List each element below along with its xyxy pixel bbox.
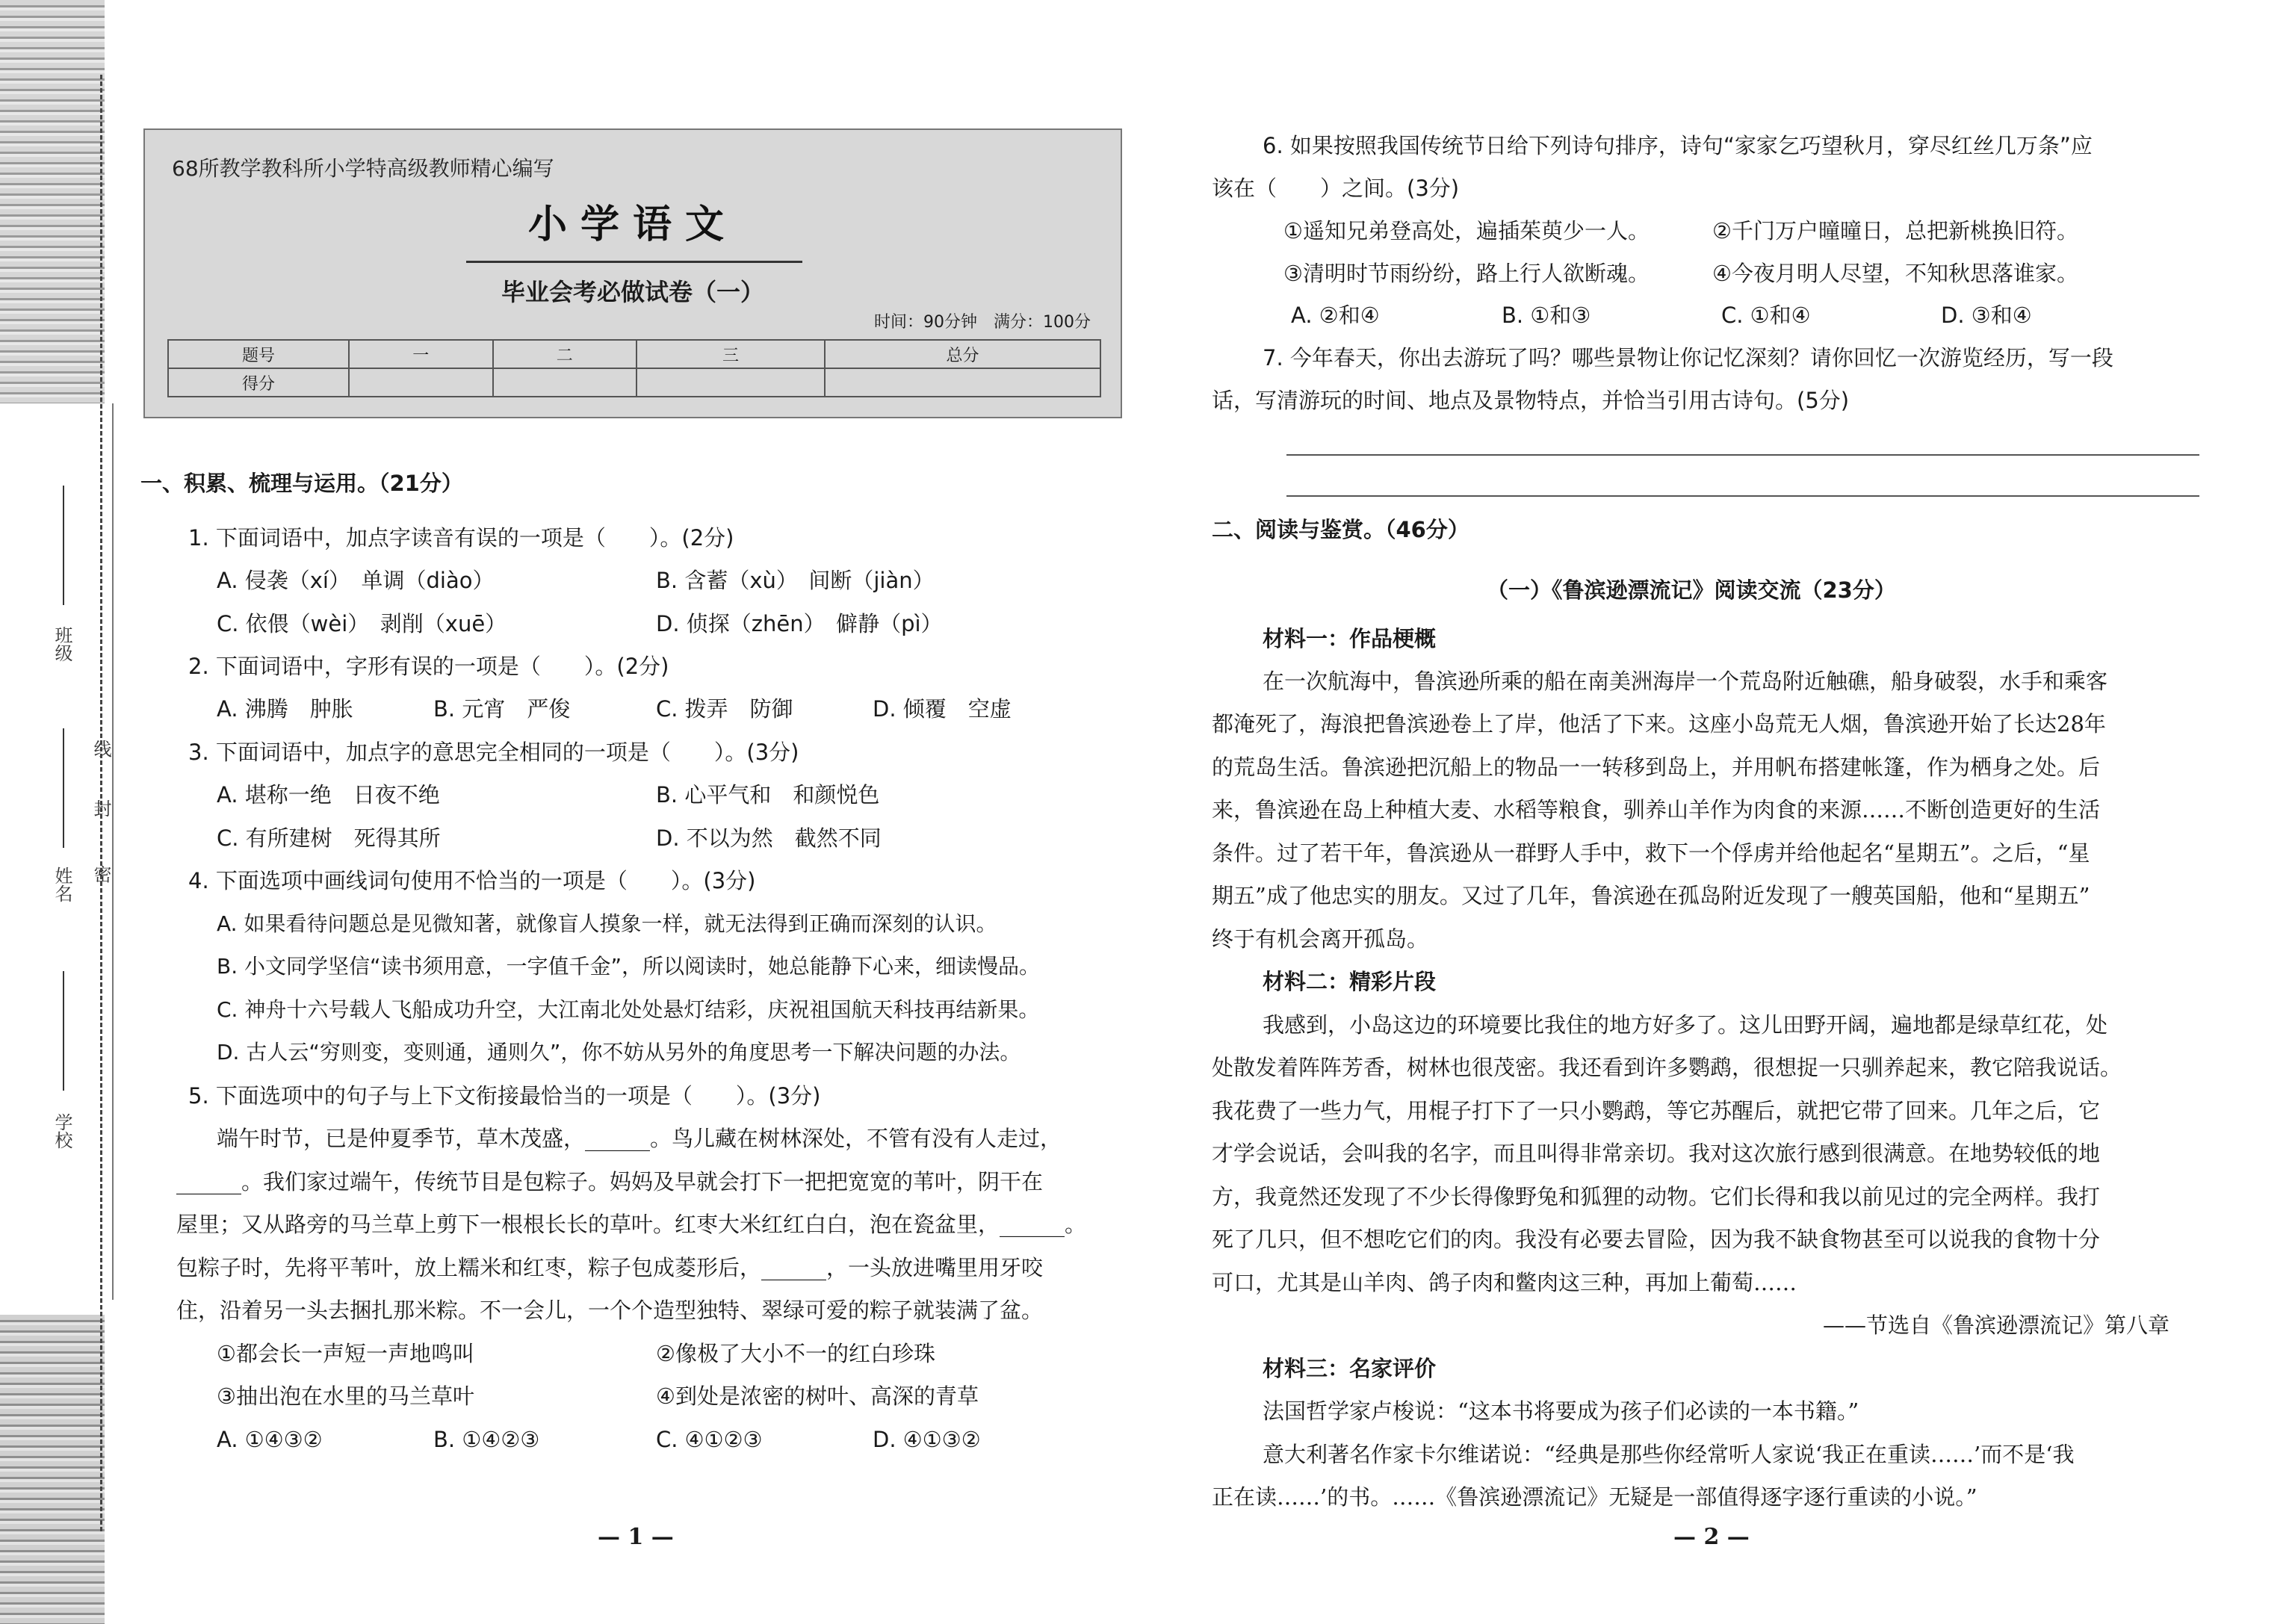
q5-item-3: ③抽出泡在水里的马兰草叶 — [217, 1383, 474, 1409]
q1-option-b[interactable]: B. 含蓄（xù） 间断（jiàn） — [656, 568, 935, 593]
q6-option-b[interactable]: B. ①和③ — [1502, 303, 1591, 328]
material-2-line: 才学会说话，会叫我的名字，而且叫得非常亲切。我对这次旅行感到很满意。在地势较低的地 — [1212, 1141, 2101, 1166]
material-3-line: 意大利著名作家卡尔维诺说：“经典是那些你经常听人家说‘我正在重读……’而不是‘我 — [1263, 1442, 2075, 1467]
q2-option-d[interactable]: D. 倾覆 空虚 — [873, 696, 1012, 722]
material-1-line: 期五”成了他忠实的朋友。又过了几年，鲁滨逊在孤岛附近发现了一艘英国船，他和“星期五” — [1212, 883, 2090, 908]
scan-edge-top — [0, 0, 105, 403]
header-rule — [466, 261, 802, 263]
header-source: 68所教学教科所小学特高级教师精心编写 — [172, 156, 554, 181]
material-3-title: 材料三：名家评价 — [1263, 1356, 1437, 1381]
score-cell[interactable] — [349, 368, 493, 397]
q5-option-b[interactable]: B. ①④②③ — [433, 1427, 540, 1452]
class-fill-line — [63, 486, 64, 605]
score-table — [167, 339, 1101, 397]
binding-solid-line — [112, 403, 114, 1300]
q6-stem-line2: 该在（ ）之间。(3分) — [1212, 176, 1460, 201]
q5-passage-line: ______。我们家过端午，传统节目是包粽子。妈妈及早就会打下一把把宽宽的苇叶，阴干在 — [176, 1169, 1044, 1194]
score-cell: 题号 — [168, 340, 349, 368]
q6-option-c[interactable]: C. ①和④ — [1721, 303, 1811, 328]
q5-item-2: ②像极了大小不一的红白珍珠 — [656, 1341, 935, 1366]
seal-char-xian: 线 — [90, 740, 111, 757]
q4-stem: 4. 下面选项中画线词句使用不恰当的一项是（ ）。(3分) — [188, 868, 756, 893]
q7-stem-line1: 7. 今年春天，你出去游玩了吗？哪些景物让你记忆深刻？请你回忆一次游览经历，写一段 — [1263, 345, 2113, 371]
header-subtitle: 毕业会考必做试卷（一） — [501, 278, 764, 306]
scan-edge-bottom — [0, 1315, 105, 1624]
score-cell: 三 — [637, 340, 825, 368]
q4-option-b[interactable]: B. 小文同学坚信“读书须用意，一字值千金”，所以阅读时，她总能静下心来，细读慢品。 — [217, 954, 1041, 979]
q7-answer-line[interactable] — [1286, 495, 2199, 497]
material-2-line: 死了几只，但不想吃它们的肉。我没有必要去冒险，因为我不缺食物甚至可以说我的食物十分 — [1212, 1227, 2101, 1252]
q3-stem: 3. 下面词语中，加点字的意思完全相同的一项是（ ）。(3分) — [188, 740, 799, 765]
material-1-line: 来，鲁滨逊在岛上种植大麦、水稻等粮食，驯养山羊作为肉食的来源……不断创造更好的生活 — [1212, 797, 2101, 822]
material-2-line: 我感到，小岛这边的环境要比我住的地方好多了。这儿田野开阔，遍地都是绿草红花，处 — [1263, 1012, 2108, 1038]
q1-option-a[interactable]: A. 侵袭（xí） 单调（diào） — [217, 568, 495, 593]
score-table-row — [168, 368, 1100, 397]
q5-option-c[interactable]: C. ④①②③ — [656, 1427, 763, 1452]
material-1-line: 的荒岛生活。鲁滨逊把沉船上的物品一一转移到岛上，并用帆布搭建帐篷，作为栖身之处。后 — [1212, 754, 2101, 780]
q3-option-b[interactable]: B. 心平气和 和颜悦色 — [656, 782, 880, 808]
q6-poem-1: ①遥知兄弟登高处，遍插茱萸少一人。 — [1283, 218, 1650, 244]
q2-option-b[interactable]: B. 元宵 严俊 — [433, 696, 571, 722]
seal-char-mi: 密 — [90, 865, 111, 883]
q5-stem: 5. 下面选项中的句子与上下文衔接最恰当的一项是（ ）。(3分) — [188, 1083, 821, 1109]
material-3-line: 法国哲学家卢梭说：“这本书将要成为孩子们必读的一本书籍。” — [1263, 1398, 1859, 1424]
score-cell[interactable] — [493, 368, 637, 397]
school-label: 学校 — [52, 1113, 72, 1149]
q1-stem: 1. 下面词语中，加点字读音有误的一项是（ ）。(2分) — [188, 525, 734, 551]
material-2-title: 材料二：精彩片段 — [1263, 969, 1437, 994]
page-number-2: — 2 — — [1673, 1524, 1750, 1550]
header-title: 小学语文 — [527, 202, 737, 247]
page-number-1: — 1 — — [598, 1524, 674, 1550]
section-2-heading: 二、阅读与鉴赏。（46分） — [1212, 517, 1469, 542]
q6-poem-3: ③清明时节雨纷纷，路上行人欲断魂。 — [1283, 261, 1650, 286]
reading-title: （一）《鲁滨逊漂流记》阅读交流（23分） — [1487, 577, 1896, 603]
school-fill-line — [63, 971, 64, 1091]
q5-option-d[interactable]: D. ④①③② — [873, 1427, 981, 1452]
q1-option-d[interactable]: D. 侦探（zhēn） 僻静（pì） — [656, 611, 943, 636]
score-table-row — [168, 340, 1100, 368]
score-cell: 二 — [493, 340, 637, 368]
q6-stem-line1: 6. 如果按照我国传统节日给下列诗句排序，诗句“家家乞巧望秋月，穿尽红丝几万条”应 — [1263, 133, 2093, 158]
section-1-heading: 一、积累、梳理与运用。（21分） — [140, 471, 463, 496]
q5-item-4: ④到处是浓密的树叶、高深的青草 — [656, 1383, 979, 1409]
material-3-line: 正在读……’的书。……《鲁滨逊漂流记》无疑是一部值得逐字逐行重读的小说。” — [1212, 1484, 1977, 1510]
q5-passage-line: 包粽子时，先将平苇叶，放上糯米和红枣，粽子包成菱形后，______，一头放进嘴里用牙咬 — [176, 1255, 1044, 1280]
q3-option-a[interactable]: A. 堪称一绝 日夜不绝 — [217, 782, 440, 808]
q6-option-a[interactable]: A. ②和④ — [1291, 303, 1380, 328]
q5-passage-line: 端午时节，已是仲夏季节，草木茂盛，______。鸟儿藏在树林深处，不管有没有人走过， — [217, 1126, 1062, 1151]
material-1-line: 条件。过了若干年，鲁滨逊从一群野人手中，救下一个俘虏并给他起名“星期五”。之后，“星 — [1212, 840, 2090, 866]
q2-stem: 2. 下面词语中，字形有误的一项是（ ）。(2分) — [188, 654, 669, 679]
q4-option-a[interactable]: A. 如果看待问题总是见微知著，就像盲人摸象一样，就无法得到正确而深刻的认识。 — [217, 911, 997, 936]
q2-option-c[interactable]: C. 拨弄 防御 — [656, 696, 793, 722]
q4-option-c[interactable]: C. 神舟十六号载人飞船成功升空，大江南北处处悬灯结彩，庆祝祖国航天科技再结新果。 — [217, 997, 1040, 1022]
q6-poem-2: ②千门万户曈曈日，总把新桃换旧符。 — [1712, 218, 2078, 244]
q1-option-c[interactable]: C. 依偎（wèi） 剥削（xuē） — [217, 611, 507, 636]
score-cell: 一 — [349, 340, 493, 368]
score-cell[interactable] — [825, 368, 1100, 397]
material-1-line: 终于有机会离开孤岛。 — [1212, 926, 1429, 952]
exam-header — [143, 128, 1122, 418]
q3-option-c[interactable]: C. 有所建树 死得其所 — [217, 825, 441, 851]
material-2-source: ——节选自《鲁滨逊漂流记》第八章 — [1823, 1312, 2170, 1338]
q5-option-a[interactable]: A. ①④③② — [217, 1427, 323, 1452]
name-fill-line — [63, 728, 64, 848]
material-2-line: 处散发着阵阵芳香，树林也很茂密。我还看到许多鹦鹉，很想捉一只驯养起来，教它陪我说话。 — [1212, 1055, 2122, 1080]
header-meta: 时间：90分钟 满分：100分 — [874, 313, 1091, 332]
score-cell: 得分 — [168, 368, 349, 397]
material-1-title: 材料一：作品梗概 — [1263, 626, 1437, 651]
q3-option-d[interactable]: D. 不以为然 截然不同 — [656, 825, 882, 851]
score-cell[interactable] — [637, 368, 825, 397]
material-1-line: 在一次航海中，鲁滨逊所乘的船在南美洲海岸一个荒岛附近触礁，船身破裂，水手和乘客 — [1263, 669, 2108, 694]
q5-passage-line: 住，沿着另一头去捆扎那米粽。不一会儿，一个个造型独特、翠绿可爱的粽子就装满了盆。 — [176, 1298, 1044, 1323]
material-1-line: 都淹死了，海浪把鲁滨逊卷上了岸，他活了下来。这座小岛荒无人烟，鲁滨逊开始了长达28年 — [1212, 711, 2106, 737]
q5-passage-line: 屋里；又从路旁的马兰草上剪下一根根长长的草叶。红枣大米红红白白，泡在瓷盆里，______。 — [176, 1212, 1087, 1237]
q6-poem-4: ④今夜月明人尽望，不知秋思落谁家。 — [1712, 261, 2078, 286]
q7-answer-line[interactable] — [1286, 454, 2199, 456]
name-label: 姓名 — [52, 867, 72, 902]
q7-stem-line2: 话，写清游玩的时间、地点及景物特点，并恰当引用古诗句。(5分) — [1212, 388, 1850, 413]
seal-char-feng: 封 — [90, 799, 111, 817]
class-label: 班级 — [52, 626, 72, 662]
q5-item-1: ①都会长一声短一声地鸣叫 — [217, 1341, 474, 1366]
material-2-line: 方，我竟然还发现了不少长得像野兔和狐狸的动物。它们长得和我以前见过的完全两样。我打 — [1212, 1184, 2101, 1209]
q2-option-a[interactable]: A. 沸腾 肿胀 — [217, 696, 353, 722]
material-2-line: 可口，尤其是山羊肉、鸽子肉和鳖肉这三种，再加上葡萄…… — [1212, 1270, 1797, 1295]
q6-option-d[interactable]: D. ③和④ — [1941, 303, 2032, 328]
q4-option-d[interactable]: D. 古人云“穷则变，变则通，通则久”，你不妨从另外的角度思考一下解决问题的办法。 — [217, 1040, 1021, 1064]
material-2-line: 我花费了一些力气，用棍子打下了一只小鹦鹉，等它苏醒后，就把它带了回来。几年之后，它 — [1212, 1098, 2101, 1124]
score-cell: 总分 — [825, 340, 1100, 368]
